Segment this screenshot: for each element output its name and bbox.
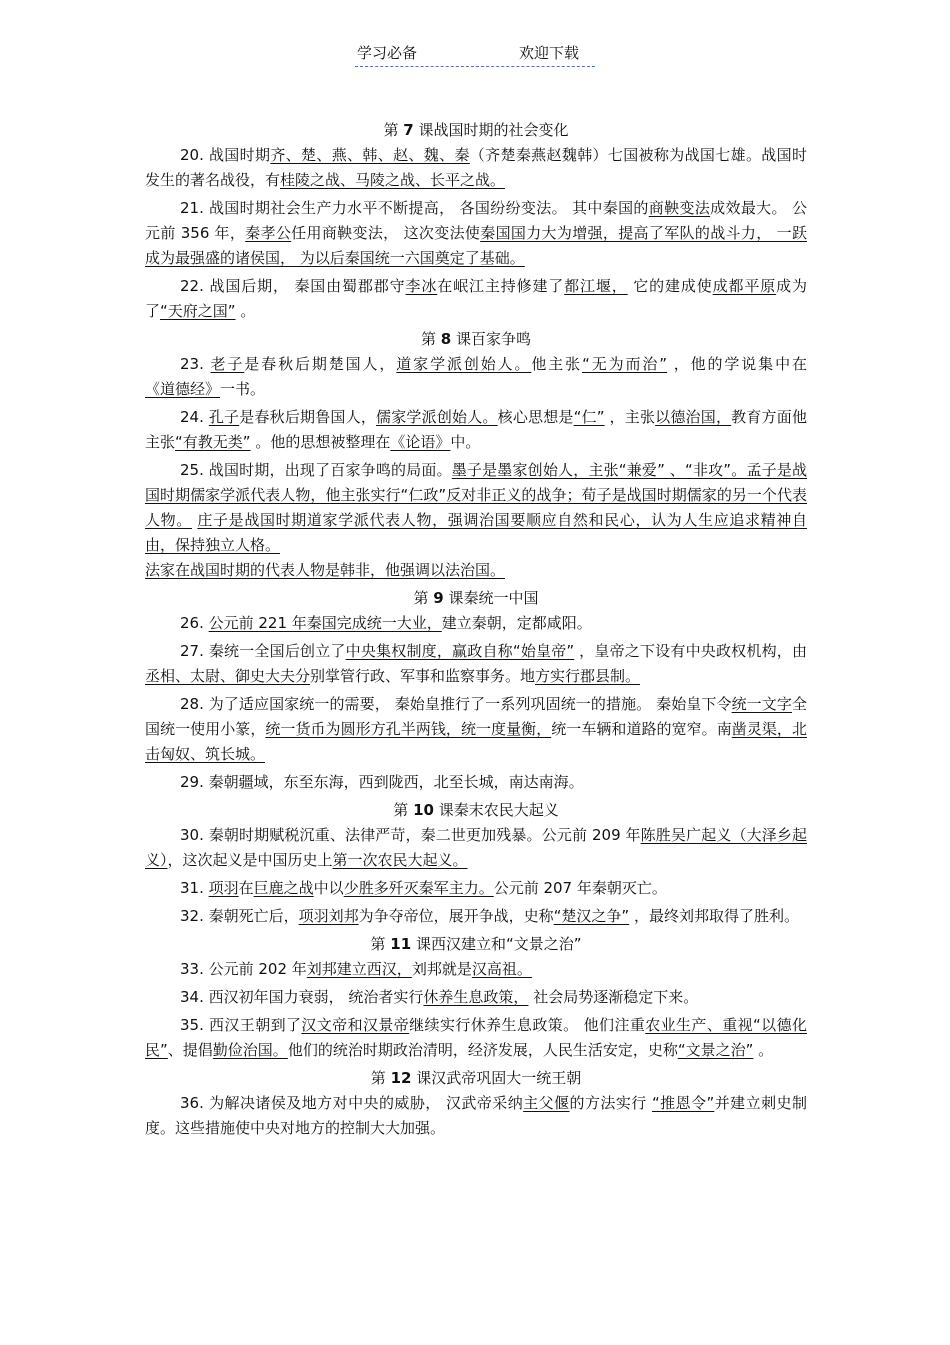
item-26: 26. 公元前 221 年秦国完成统一大业，建立秦朝，定都咸阳。 <box>180 614 592 632</box>
lesson-heading: 第 7 课战国时期的社会变化 <box>383 121 569 139</box>
item-32: 32. 秦朝死亡后，项羽刘邦为争夺帝位，展开争战，史称“楚汉之争” ，最终刘邦取得了胜利。 <box>180 907 799 925</box>
lesson-heading: 第 9 课秦统一中国 <box>413 589 539 607</box>
lesson-heading: 第 8 课百家争鸣 <box>421 330 531 348</box>
item-33: 33. 公元前 202 年刘邦建立西汉，刘邦就是汉高祖。 <box>180 960 532 978</box>
item-29: 29. 秦朝疆域，东至东海，西到陇西，北至长城，南达南海。 <box>180 773 584 791</box>
item-34: 34. 西汉初年国力衰弱， 统治者实行休养生息政策， 社会局势逐渐稳定下来。 <box>180 988 699 1006</box>
header-left-text: 学习必备 <box>357 44 418 62</box>
page-header <box>355 40 595 67</box>
item-25: 25. 战国时期，出现了百家争鸣的局面。墨子是墨家创始人，主张“兼爱” 、“非攻”。孟子是战国时期儒家学派代表人物，他主张实行“仁政”反对非正义的战争；荀子是战国时期儒家的另一个代表人物。 庄子是战国时期道家学派代表人物，强调治国要顺应自然和民心，认为人生应追求精神自由，保持独立人格。 法家在战国时期的代表人物是韩非，他强调以法治国。 <box>145 461 808 579</box>
lesson-heading: 第 11 课西汉建立和“文景之治” <box>370 935 582 953</box>
document-body <box>145 118 807 1144</box>
header-right-text: 欢迎下载 <box>519 44 580 62</box>
lesson-heading: 第 12 课汉武帝巩固大一统王朝 <box>370 1069 582 1087</box>
item-30: 30. 秦朝时期赋税沉重、法律严苛，秦二世更加残暴。公元前 209 年陈胜吴广起义（大泽乡起义），这次起义是中国历史上第一次农民大起义。 <box>145 826 807 869</box>
item-20: 20. 战国时期齐、楚、燕、韩、赵、魏、秦（齐楚秦燕赵魏韩）七国被称为战国七雄。战国时发生的著名战役，有桂陵之战、马陵之战、长平之战。 <box>145 146 807 189</box>
item-31: 31. 项羽在巨鹿之战中以少胜多歼灭秦军主力。公元前 207 年秦朝灭亡。 <box>180 879 667 897</box>
item-36: 36. 为解决诸侯及地方对中央的威胁， 汉武帝采纳主父偃的方法实行 “推恩令”并建立刺史制度。这些措施使中央对地方的控制大大加强。 <box>145 1094 807 1137</box>
item-22: 22. 战国后期， 秦国由蜀郡郡守李冰在岷江主持修建了都江堰， 它的建成使成都平原成为了“天府之国” 。 <box>145 277 807 320</box>
item-35: 35. 西汉王朝到了汉文帝和汉景帝继续实行休养生息政策。 他们注重农业生产、重视“以德化民”、提倡勤俭治国。他们的统治时期政治清明，经济发展，人民生活安定，史称“文景之治” 。 <box>145 1016 807 1059</box>
item-21: 21. 战国时期社会生产力水平不断提高， 各国纷纷变法。 其中秦国的商鞅变法成效最大。 公元前 356 年，秦孝公任用商鞅变法， 这次变法使秦国国力大为增强，提高了军队的战斗力， 一跃成为最强盛的诸侯国， 为以后秦国统一六国奠定了基础。 <box>145 199 807 267</box>
item-24: 24. 孔子是春秋后期鲁国人，儒家学派创始人。核心思想是“仁” ，主张以德治国，教育方面他主张“有教无类” 。他的思想被整理在《论语》中。 <box>145 408 807 451</box>
item-23: 23. 老子是春秋后期楚国人，道家学派创始人。他主张“无为而治” ，他的学说集中在《道德经》一书。 <box>145 355 807 398</box>
item-28: 28. 为了适应国家统一的需要， 秦始皇推行了一系列巩固统一的措施。 秦始皇下令统一文字全国统一使用小篆，统一货币为圆形方孔半两钱，统一度量衡，统一车辆和道路的宽窄。南凿灵渠，北击匈奴、筑长城。 <box>145 695 807 763</box>
item-27: 27. 秦统一全国后创立了中央集权制度，赢政自称“始皇帝” ，皇帝之下设有中央政权机构，由丞相、太尉、御史大夫分别掌管行政、军事和监察事务。地方实行郡县制。 <box>145 642 807 685</box>
lesson-heading: 第 10 课秦末农民大起义 <box>393 801 559 819</box>
